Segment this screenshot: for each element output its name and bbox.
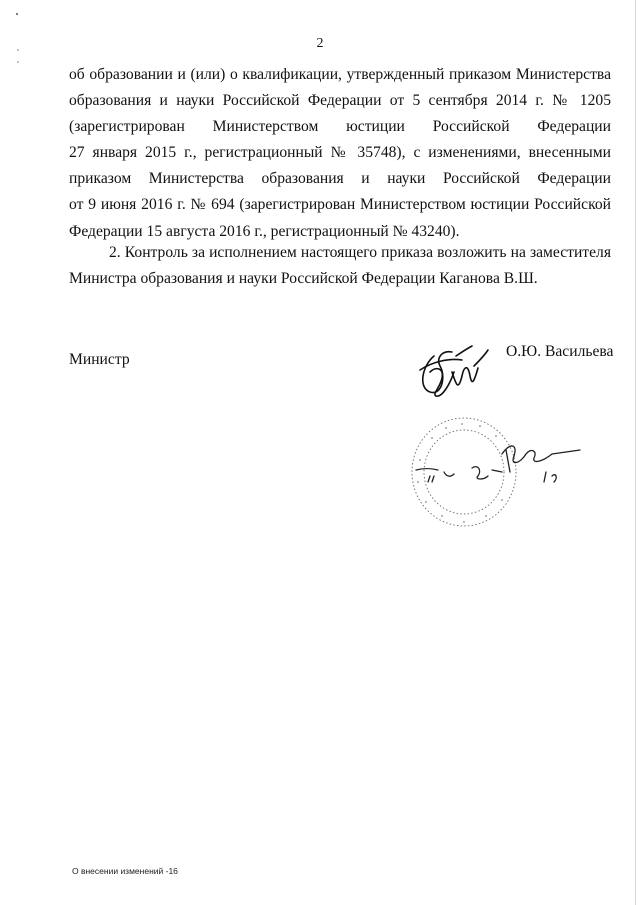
paragraph-2-line: 2. Контроль за исполнением настоящего приказа возложить на заместителя: [109, 244, 611, 261]
paragraph-1-line: 27 января 2015 г., регистрационный № 35748), с изменениями, внесенными: [69, 144, 611, 162]
paragraph-1-line: об образовании и (или) о квалификации, утвержденный приказом Министерства: [69, 66, 611, 83]
paragraph-2-line: Министра образования и науки Российской Федерации Каганова В.Ш.: [69, 270, 538, 288]
minister-title: Министр: [69, 351, 130, 368]
minister-name: О.Ю. Васильева: [506, 343, 614, 360]
approval-stamp: [402, 410, 602, 540]
paragraph-1: [69, 62, 611, 245]
paragraph-1-line: приказом Министерства образования и науки Российской Федерации: [69, 170, 611, 188]
paragraph-1-line: образования и науки Российской Федерации от 5 сентября 2014 г. № 1205: [69, 92, 611, 110]
paragraph-1-line: Федерации 15 августа 2016 г., регистрационный № 43240).: [69, 222, 460, 240]
paragraph-2: [69, 240, 611, 292]
paragraph-1-line: (зарегистрирован Министерством юстиции Российской Федерации: [69, 118, 611, 136]
page-edge: [635, 0, 636, 905]
paragraph-1-line: от 9 июня 2016 г. № 694 (зарегистрирован Министерством юстиции Российской: [69, 196, 611, 214]
page-number: 2: [316, 36, 324, 51]
handwritten-signature: [412, 336, 512, 406]
footer-note: О внесении изменений -16: [72, 866, 178, 876]
